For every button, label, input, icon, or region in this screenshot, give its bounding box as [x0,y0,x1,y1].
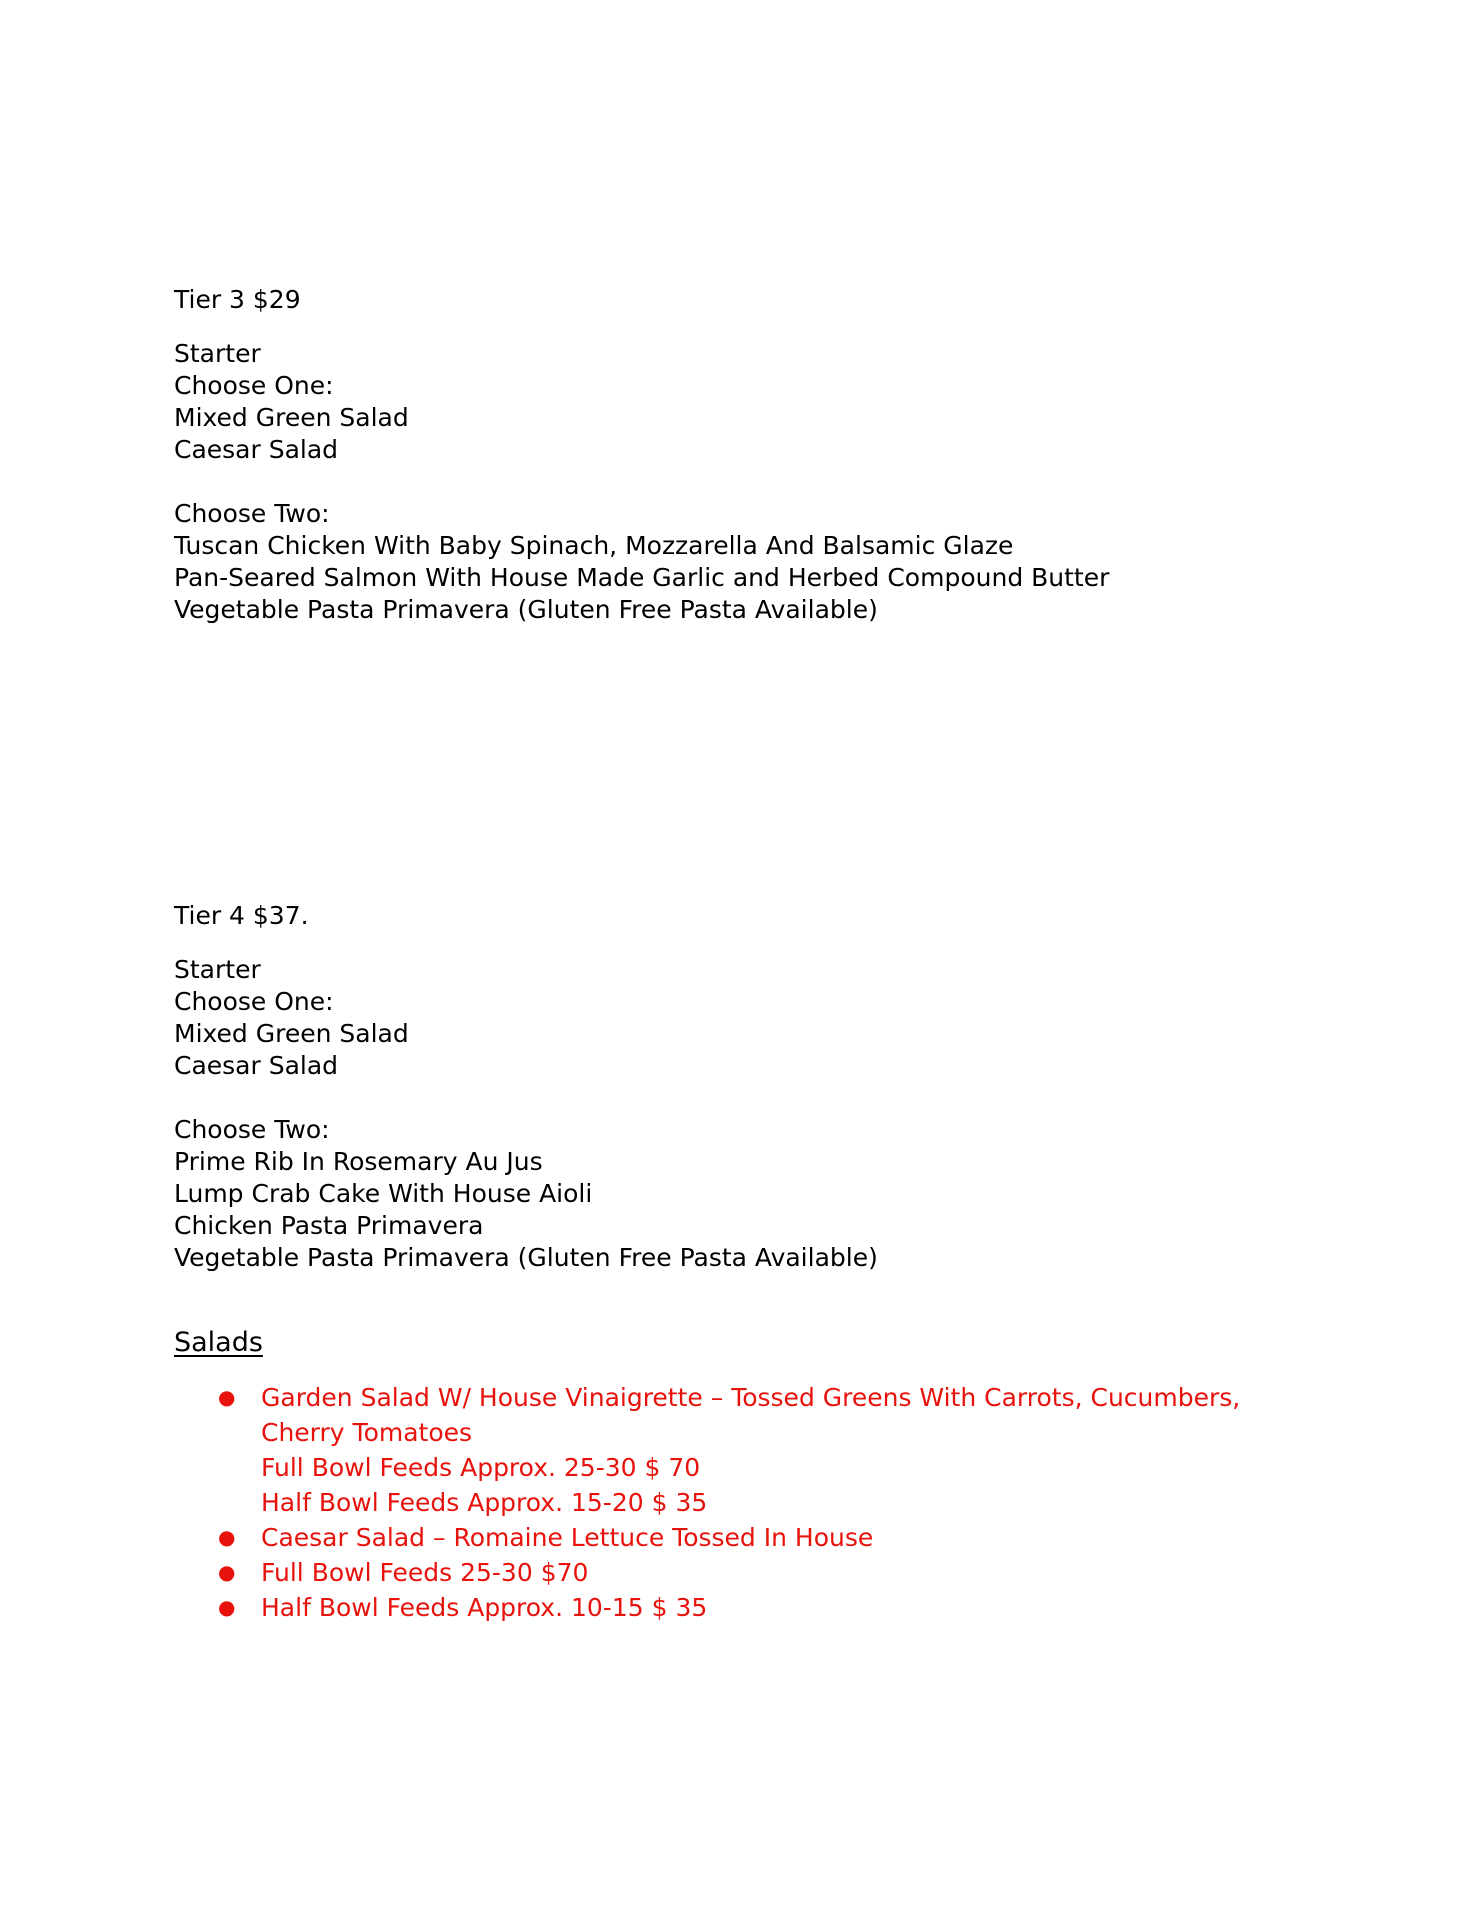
salad-item-price: Half Bowl Feeds Approx. 15-20 $ 35 [261,1488,708,1517]
salad-item-text: Caesar Salad – Romaine Lettuce Tossed In House [261,1523,874,1552]
bullet-icon: ● [218,1385,236,1409]
tier3-choose-two-label: Choose Two: [174,499,330,528]
tier4-mains-section [174,1114,878,1274]
salads-list [174,1380,1324,1625]
salad-item-text: Full Bowl Feeds 25-30 $70 [261,1558,589,1587]
salad-item-text: Garden Salad W/ House Vinaigrette – Tossed Greens With Carrots, Cucumbers, Cherry Tomatoes [261,1383,1241,1447]
tier3-mains-section [174,498,1109,626]
tier4-main-item: Vegetable Pasta Primavera (Gluten Free Pasta Available) [174,1243,878,1272]
list-item [174,1590,1324,1625]
salad-item-text: Half Bowl Feeds Approx. 10-15 $ 35 [261,1593,708,1622]
bullet-icon: ● [218,1560,236,1584]
tier3-choose-one-label: Choose One: [174,371,334,400]
tier3-main-item: Pan-Seared Salmon With House Made Garlic and Herbed Compound Butter [174,563,1110,592]
tier4-starter-section [174,954,409,1082]
tier3-title: Tier 3 $29 [174,285,301,314]
tier4-choose-one-label: Choose One: [174,987,334,1016]
tier4-starter-item: Mixed Green Salad [174,1019,409,1048]
tier3-starter-section [174,338,409,466]
list-item [174,1520,1324,1555]
tier3-starter-item: Mixed Green Salad [174,403,409,432]
list-item [174,1555,1324,1590]
tier3-starter-label: Starter [174,339,261,368]
salads-heading: Salads [174,1327,263,1358]
tier3-main-item: Vegetable Pasta Primavera (Gluten Free Pasta Available) [174,595,878,624]
tier4-main-item: Prime Rib In Rosemary Au Jus [174,1147,543,1176]
tier3-main-item: Tuscan Chicken With Baby Spinach, Mozzarella And Balsamic Glaze [174,531,1014,560]
tier4-starter-item: Caesar Salad [174,1051,339,1080]
tier4-title: Tier 4 $37. [174,901,309,930]
tier4-starter-label: Starter [174,955,261,984]
tier4-main-item: Lump Crab Cake With House Aioli [174,1179,593,1208]
tier4-main-item: Chicken Pasta Primavera [174,1211,484,1240]
bullet-icon: ● [218,1525,236,1549]
tier4-choose-two-label: Choose Two: [174,1115,330,1144]
salad-item-price: Full Bowl Feeds Approx. 25-30 $ 70 [261,1453,701,1482]
tier3-starter-item: Caesar Salad [174,435,339,464]
list-item [174,1380,1324,1520]
bullet-icon: ● [218,1595,236,1619]
